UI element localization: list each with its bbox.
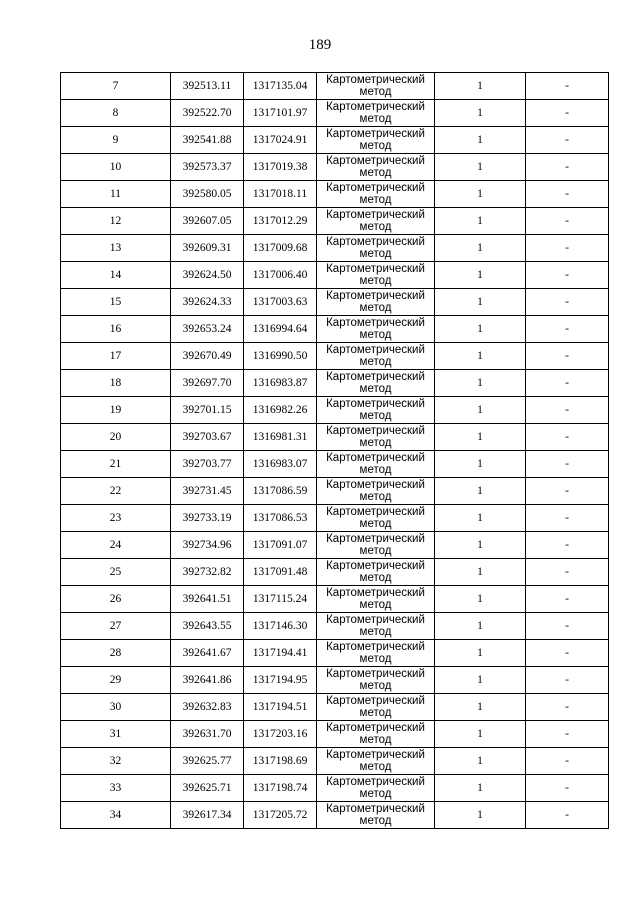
point-number-cell: 34 <box>61 802 171 829</box>
note-cell: - <box>526 370 609 397</box>
method-cell <box>317 586 435 613</box>
y-coordinate-cell: 1316982.26 <box>244 397 317 424</box>
method-cell <box>317 235 435 262</box>
point-number-cell: 7 <box>61 73 171 100</box>
note-cell: - <box>526 748 609 775</box>
x-coordinate-cell: 392731.45 <box>171 478 244 505</box>
table-row <box>61 505 609 532</box>
x-coordinate-cell: 392641.86 <box>171 667 244 694</box>
method-line-2: метод <box>359 653 392 665</box>
table-row <box>61 559 609 586</box>
method-line-1: Картометрический <box>326 614 425 626</box>
accuracy-cell: 1 <box>435 370 526 397</box>
method-line-2: метод <box>359 329 392 341</box>
method-cell <box>317 397 435 424</box>
method-line-2: метод <box>359 680 392 692</box>
method-line-2: метод <box>359 302 392 314</box>
note-cell: - <box>526 424 609 451</box>
table-row <box>61 181 609 208</box>
point-number-cell: 26 <box>61 586 171 613</box>
method-line-1: Картометрический <box>326 722 425 734</box>
method-line-1: Картометрический <box>326 587 425 599</box>
note-cell: - <box>526 640 609 667</box>
table-row <box>61 451 609 478</box>
method-line-2: метод <box>359 545 392 557</box>
point-number-cell: 13 <box>61 235 171 262</box>
x-coordinate-cell: 392573.37 <box>171 154 244 181</box>
table-row <box>61 73 609 100</box>
point-number-cell: 25 <box>61 559 171 586</box>
table-row <box>61 586 609 613</box>
table-row <box>61 532 609 559</box>
x-coordinate-cell: 392641.67 <box>171 640 244 667</box>
point-number-cell: 12 <box>61 208 171 235</box>
coordinates-table <box>60 72 609 829</box>
method-line-1: Картометрический <box>326 101 425 113</box>
point-number-cell: 15 <box>61 289 171 316</box>
method-line-1: Картометрический <box>326 290 425 302</box>
y-coordinate-cell: 1317009.68 <box>244 235 317 262</box>
y-coordinate-cell: 1316983.87 <box>244 370 317 397</box>
point-number-cell: 30 <box>61 694 171 721</box>
y-coordinate-cell: 1317003.63 <box>244 289 317 316</box>
method-line-2: метод <box>359 464 392 476</box>
method-cell <box>317 613 435 640</box>
method-cell <box>317 73 435 100</box>
table-row <box>61 721 609 748</box>
table-row <box>61 127 609 154</box>
note-cell: - <box>526 559 609 586</box>
method-cell <box>317 424 435 451</box>
y-coordinate-cell: 1317146.30 <box>244 613 317 640</box>
y-coordinate-cell: 1316994.64 <box>244 316 317 343</box>
x-coordinate-cell: 392624.50 <box>171 262 244 289</box>
note-cell: - <box>526 127 609 154</box>
x-coordinate-cell: 392580.05 <box>171 181 244 208</box>
note-cell: - <box>526 208 609 235</box>
accuracy-cell: 1 <box>435 559 526 586</box>
method-line-1: Картометрический <box>326 803 425 815</box>
accuracy-cell: 1 <box>435 208 526 235</box>
table-row <box>61 478 609 505</box>
y-coordinate-cell: 1316983.07 <box>244 451 317 478</box>
table-row <box>61 748 609 775</box>
method-cell <box>317 532 435 559</box>
accuracy-cell: 1 <box>435 667 526 694</box>
method-cell <box>317 289 435 316</box>
note-cell: - <box>526 154 609 181</box>
method-line-1: Картометрический <box>326 155 425 167</box>
method-line-2: метод <box>359 383 392 395</box>
x-coordinate-cell: 392631.70 <box>171 721 244 748</box>
x-coordinate-cell: 392632.83 <box>171 694 244 721</box>
point-number-cell: 22 <box>61 478 171 505</box>
x-coordinate-cell: 392641.51 <box>171 586 244 613</box>
accuracy-cell: 1 <box>435 424 526 451</box>
method-line-1: Картометрический <box>326 560 425 572</box>
method-line-1: Картометрический <box>326 479 425 491</box>
method-line-2: метод <box>359 248 392 260</box>
accuracy-cell: 1 <box>435 73 526 100</box>
y-coordinate-cell: 1317024.91 <box>244 127 317 154</box>
accuracy-cell: 1 <box>435 505 526 532</box>
note-cell: - <box>526 667 609 694</box>
y-coordinate-cell: 1317115.24 <box>244 586 317 613</box>
point-number-cell: 28 <box>61 640 171 667</box>
note-cell: - <box>526 532 609 559</box>
method-line-1: Картометрический <box>326 776 425 788</box>
x-coordinate-cell: 392522.70 <box>171 100 244 127</box>
table-row <box>61 667 609 694</box>
method-cell <box>317 127 435 154</box>
y-coordinate-cell: 1317006.40 <box>244 262 317 289</box>
x-coordinate-cell: 392732.82 <box>171 559 244 586</box>
y-coordinate-cell: 1317205.72 <box>244 802 317 829</box>
accuracy-cell: 1 <box>435 802 526 829</box>
x-coordinate-cell: 392643.55 <box>171 613 244 640</box>
table-row <box>61 640 609 667</box>
x-coordinate-cell: 392697.70 <box>171 370 244 397</box>
accuracy-cell: 1 <box>435 397 526 424</box>
point-number-cell: 11 <box>61 181 171 208</box>
method-line-1: Картометрический <box>326 533 425 545</box>
method-line-1: Картометрический <box>326 371 425 383</box>
method-line-1: Картометрический <box>326 182 425 194</box>
table-row <box>61 802 609 829</box>
y-coordinate-cell: 1317194.95 <box>244 667 317 694</box>
method-line-1: Картометрический <box>326 344 425 356</box>
x-coordinate-cell: 392625.77 <box>171 748 244 775</box>
accuracy-cell: 1 <box>435 748 526 775</box>
method-line-1: Картометрический <box>326 425 425 437</box>
method-cell <box>317 559 435 586</box>
point-number-cell: 17 <box>61 343 171 370</box>
note-cell: - <box>526 316 609 343</box>
note-cell: - <box>526 586 609 613</box>
method-cell <box>317 451 435 478</box>
method-line-2: метод <box>359 572 392 584</box>
x-coordinate-cell: 392609.31 <box>171 235 244 262</box>
method-line-1: Картометрический <box>326 641 425 653</box>
table-row <box>61 424 609 451</box>
x-coordinate-cell: 392733.19 <box>171 505 244 532</box>
y-coordinate-cell: 1317018.11 <box>244 181 317 208</box>
accuracy-cell: 1 <box>435 586 526 613</box>
method-line-1: Картометрический <box>326 128 425 140</box>
point-number-cell: 29 <box>61 667 171 694</box>
method-cell <box>317 262 435 289</box>
point-number-cell: 16 <box>61 316 171 343</box>
y-coordinate-cell: 1317012.29 <box>244 208 317 235</box>
note-cell: - <box>526 73 609 100</box>
method-line-2: метод <box>359 626 392 638</box>
method-line-2: метод <box>359 788 392 800</box>
method-cell <box>317 694 435 721</box>
x-coordinate-cell: 392541.88 <box>171 127 244 154</box>
method-line-1: Картометрический <box>326 506 425 518</box>
method-cell <box>317 370 435 397</box>
point-number-cell: 23 <box>61 505 171 532</box>
table-row <box>61 208 609 235</box>
method-cell <box>317 802 435 829</box>
method-line-1: Картометрический <box>326 398 425 410</box>
accuracy-cell: 1 <box>435 721 526 748</box>
y-coordinate-cell: 1317198.69 <box>244 748 317 775</box>
x-coordinate-cell: 392701.15 <box>171 397 244 424</box>
method-line-1: Картометрический <box>326 209 425 221</box>
accuracy-cell: 1 <box>435 478 526 505</box>
point-number-cell: 31 <box>61 721 171 748</box>
point-number-cell: 24 <box>61 532 171 559</box>
method-line-1: Картометрический <box>326 695 425 707</box>
method-line-2: метод <box>359 167 392 179</box>
accuracy-cell: 1 <box>435 532 526 559</box>
point-number-cell: 32 <box>61 748 171 775</box>
point-number-cell: 33 <box>61 775 171 802</box>
table-row <box>61 775 609 802</box>
note-cell: - <box>526 289 609 316</box>
method-line-2: метод <box>359 140 392 152</box>
method-line-2: метод <box>359 491 392 503</box>
table-row <box>61 289 609 316</box>
accuracy-cell: 1 <box>435 181 526 208</box>
note-cell: - <box>526 343 609 370</box>
x-coordinate-cell: 392625.71 <box>171 775 244 802</box>
method-line-1: Картометрический <box>326 263 425 275</box>
method-line-2: метод <box>359 221 392 233</box>
accuracy-cell: 1 <box>435 343 526 370</box>
x-coordinate-cell: 392513.11 <box>171 73 244 100</box>
accuracy-cell: 1 <box>435 775 526 802</box>
method-cell <box>317 154 435 181</box>
table-row <box>61 100 609 127</box>
x-coordinate-cell: 392617.34 <box>171 802 244 829</box>
table-row <box>61 343 609 370</box>
note-cell: - <box>526 694 609 721</box>
note-cell: - <box>526 181 609 208</box>
method-cell <box>317 100 435 127</box>
method-line-2: метод <box>359 194 392 206</box>
method-line-2: метод <box>359 86 392 98</box>
page-number: 189 <box>308 37 332 53</box>
point-number-cell: 27 <box>61 613 171 640</box>
method-cell <box>317 316 435 343</box>
table-row <box>61 613 609 640</box>
note-cell: - <box>526 478 609 505</box>
accuracy-cell: 1 <box>435 127 526 154</box>
accuracy-cell: 1 <box>435 694 526 721</box>
method-cell <box>317 505 435 532</box>
method-line-1: Картометрический <box>326 452 425 464</box>
method-line-1: Картометрический <box>326 236 425 248</box>
method-line-2: метод <box>359 599 392 611</box>
y-coordinate-cell: 1317091.07 <box>244 532 317 559</box>
point-number-cell: 9 <box>61 127 171 154</box>
method-line-2: метод <box>359 815 392 827</box>
method-line-1: Картометрический <box>326 668 425 680</box>
x-coordinate-cell: 392624.33 <box>171 289 244 316</box>
y-coordinate-cell: 1317198.74 <box>244 775 317 802</box>
method-cell <box>317 181 435 208</box>
x-coordinate-cell: 392703.67 <box>171 424 244 451</box>
x-coordinate-cell: 392734.96 <box>171 532 244 559</box>
table-row <box>61 154 609 181</box>
x-coordinate-cell: 392607.05 <box>171 208 244 235</box>
accuracy-cell: 1 <box>435 316 526 343</box>
note-cell: - <box>526 397 609 424</box>
method-line-2: метод <box>359 410 392 422</box>
accuracy-cell: 1 <box>435 154 526 181</box>
method-line-2: метод <box>359 437 392 449</box>
note-cell: - <box>526 100 609 127</box>
y-coordinate-cell: 1317091.48 <box>244 559 317 586</box>
table-row <box>61 694 609 721</box>
x-coordinate-cell: 392703.77 <box>171 451 244 478</box>
x-coordinate-cell: 392653.24 <box>171 316 244 343</box>
y-coordinate-cell: 1316981.31 <box>244 424 317 451</box>
note-cell: - <box>526 451 609 478</box>
method-line-2: метод <box>359 761 392 773</box>
method-line-2: метод <box>359 518 392 530</box>
method-line-2: метод <box>359 734 392 746</box>
accuracy-cell: 1 <box>435 289 526 316</box>
point-number-cell: 14 <box>61 262 171 289</box>
method-cell <box>317 478 435 505</box>
accuracy-cell: 1 <box>435 451 526 478</box>
method-cell <box>317 748 435 775</box>
method-line-2: метод <box>359 113 392 125</box>
table-row <box>61 397 609 424</box>
method-line-2: метод <box>359 707 392 719</box>
method-cell <box>317 343 435 370</box>
note-cell: - <box>526 235 609 262</box>
y-coordinate-cell: 1317194.51 <box>244 694 317 721</box>
method-cell <box>317 640 435 667</box>
point-number-cell: 8 <box>61 100 171 127</box>
coordinates-table-body <box>61 73 609 829</box>
table-row <box>61 262 609 289</box>
method-line-1: Картометрический <box>326 749 425 761</box>
y-coordinate-cell: 1317203.16 <box>244 721 317 748</box>
y-coordinate-cell: 1317086.53 <box>244 505 317 532</box>
method-cell <box>317 775 435 802</box>
y-coordinate-cell: 1316990.50 <box>244 343 317 370</box>
point-number-cell: 18 <box>61 370 171 397</box>
accuracy-cell: 1 <box>435 262 526 289</box>
table-row <box>61 316 609 343</box>
method-line-2: метод <box>359 275 392 287</box>
note-cell: - <box>526 505 609 532</box>
method-cell <box>317 721 435 748</box>
method-cell <box>317 208 435 235</box>
method-cell <box>317 667 435 694</box>
y-coordinate-cell: 1317135.04 <box>244 73 317 100</box>
table-row <box>61 370 609 397</box>
method-line-1: Картометрический <box>326 74 425 86</box>
y-coordinate-cell: 1317101.97 <box>244 100 317 127</box>
note-cell: - <box>526 721 609 748</box>
point-number-cell: 19 <box>61 397 171 424</box>
accuracy-cell: 1 <box>435 100 526 127</box>
method-line-2: метод <box>359 356 392 368</box>
note-cell: - <box>526 262 609 289</box>
point-number-cell: 20 <box>61 424 171 451</box>
accuracy-cell: 1 <box>435 640 526 667</box>
point-number-cell: 10 <box>61 154 171 181</box>
accuracy-cell: 1 <box>435 235 526 262</box>
method-line-1: Картометрический <box>326 317 425 329</box>
x-coordinate-cell: 392670.49 <box>171 343 244 370</box>
y-coordinate-cell: 1317019.38 <box>244 154 317 181</box>
note-cell: - <box>526 802 609 829</box>
point-number-cell: 21 <box>61 451 171 478</box>
table-row <box>61 235 609 262</box>
accuracy-cell: 1 <box>435 613 526 640</box>
y-coordinate-cell: 1317086.59 <box>244 478 317 505</box>
note-cell: - <box>526 613 609 640</box>
y-coordinate-cell: 1317194.41 <box>244 640 317 667</box>
note-cell: - <box>526 775 609 802</box>
